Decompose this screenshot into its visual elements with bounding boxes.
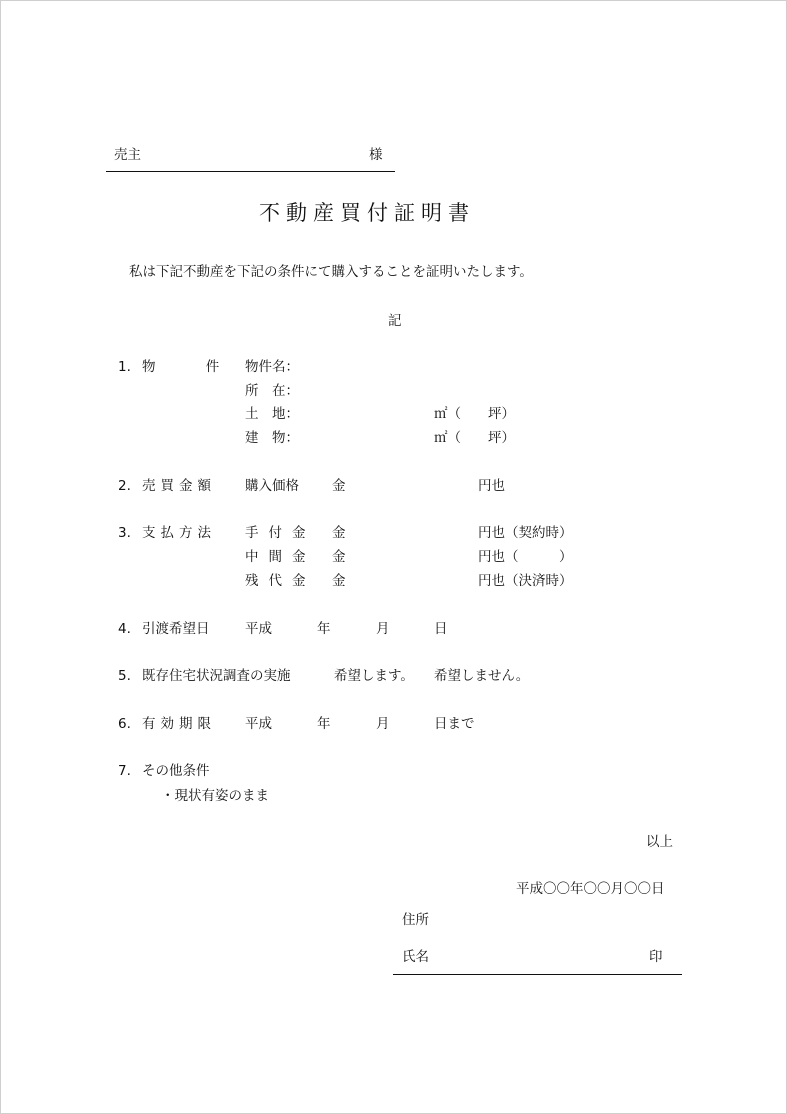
inspection-yes: 希望します。 — [334, 668, 414, 684]
delivery-year: 年 — [317, 621, 331, 637]
inspection-no: 希望しません。 — [434, 668, 530, 684]
property-building-label: 建 物： — [245, 430, 299, 446]
property-name-label: 物件名： — [245, 359, 299, 375]
delivery-era: 平成 — [245, 621, 272, 637]
buyer-name-label: 氏名 — [402, 949, 429, 965]
validity-year: 年 — [317, 716, 331, 732]
property-land-unit: ㎡（ 坪） — [434, 406, 515, 422]
item2-number: 2. — [118, 478, 131, 494]
item3-label: 支払方法 — [142, 525, 216, 541]
item4-number: 4. — [118, 621, 131, 637]
item3-number: 3. — [118, 525, 131, 541]
buyer-seal: 印 — [649, 949, 663, 965]
validity-month: 月 — [376, 716, 390, 732]
deposit-yen: 円也（契約時） — [478, 525, 573, 541]
buyer-address-label: 住所 — [402, 912, 429, 928]
validity-day: 日まで — [434, 716, 475, 732]
document-title: 不動産買付証明書 — [259, 201, 475, 225]
balance-label: 残代金 — [245, 573, 316, 589]
balance-kin: 金 — [332, 573, 346, 589]
intro-text: 私は下記不動産を下記の条件にて購入することを証明いたします。 — [129, 264, 533, 280]
item1-label: 物 件 — [142, 359, 220, 375]
item7-label: その他条件 — [142, 763, 210, 779]
seller-honorific: 様 — [369, 147, 383, 163]
item4-label: 引渡希望日 — [142, 621, 210, 637]
other-condition-bullet: ・現状有姿のまま — [161, 788, 269, 804]
seller-underline — [106, 171, 395, 172]
deposit-label: 手付金 — [245, 525, 316, 541]
property-building-unit: ㎡（ 坪） — [434, 430, 515, 446]
seller-label: 売主 — [114, 147, 141, 163]
delivery-month: 月 — [376, 621, 390, 637]
signature-date: 平成〇〇年〇〇月〇〇日 — [516, 881, 665, 897]
item5-label: 既存住宅状況調査の実施 — [142, 668, 291, 684]
item6-number: 6. — [118, 716, 131, 732]
item6-label: 有効期限 — [142, 716, 216, 732]
item5-number: 5. — [118, 668, 131, 684]
buyer-underline — [393, 974, 682, 975]
interim-kin: 金 — [332, 549, 346, 565]
ki-mark: 記 — [388, 313, 402, 329]
item2-label: 売買金額 — [142, 478, 216, 494]
purchase-price-yen: 円也 — [478, 478, 505, 494]
property-location-label: 所 在： — [245, 383, 299, 399]
balance-yen: 円也（決済時） — [478, 573, 573, 589]
purchase-price-kin: 金 — [332, 478, 346, 494]
validity-era: 平成 — [245, 716, 272, 732]
item7-number: 7. — [118, 763, 131, 779]
property-land-label: 土 地： — [245, 406, 299, 422]
purchase-price-label: 購入価格 — [245, 478, 299, 494]
closing-mark: 以上 — [646, 834, 673, 850]
interim-label: 中間金 — [245, 549, 316, 565]
delivery-day: 日 — [434, 621, 448, 637]
interim-yen: 円也（ ） — [478, 549, 573, 565]
item1-number: 1. — [118, 359, 131, 375]
deposit-kin: 金 — [332, 525, 346, 541]
